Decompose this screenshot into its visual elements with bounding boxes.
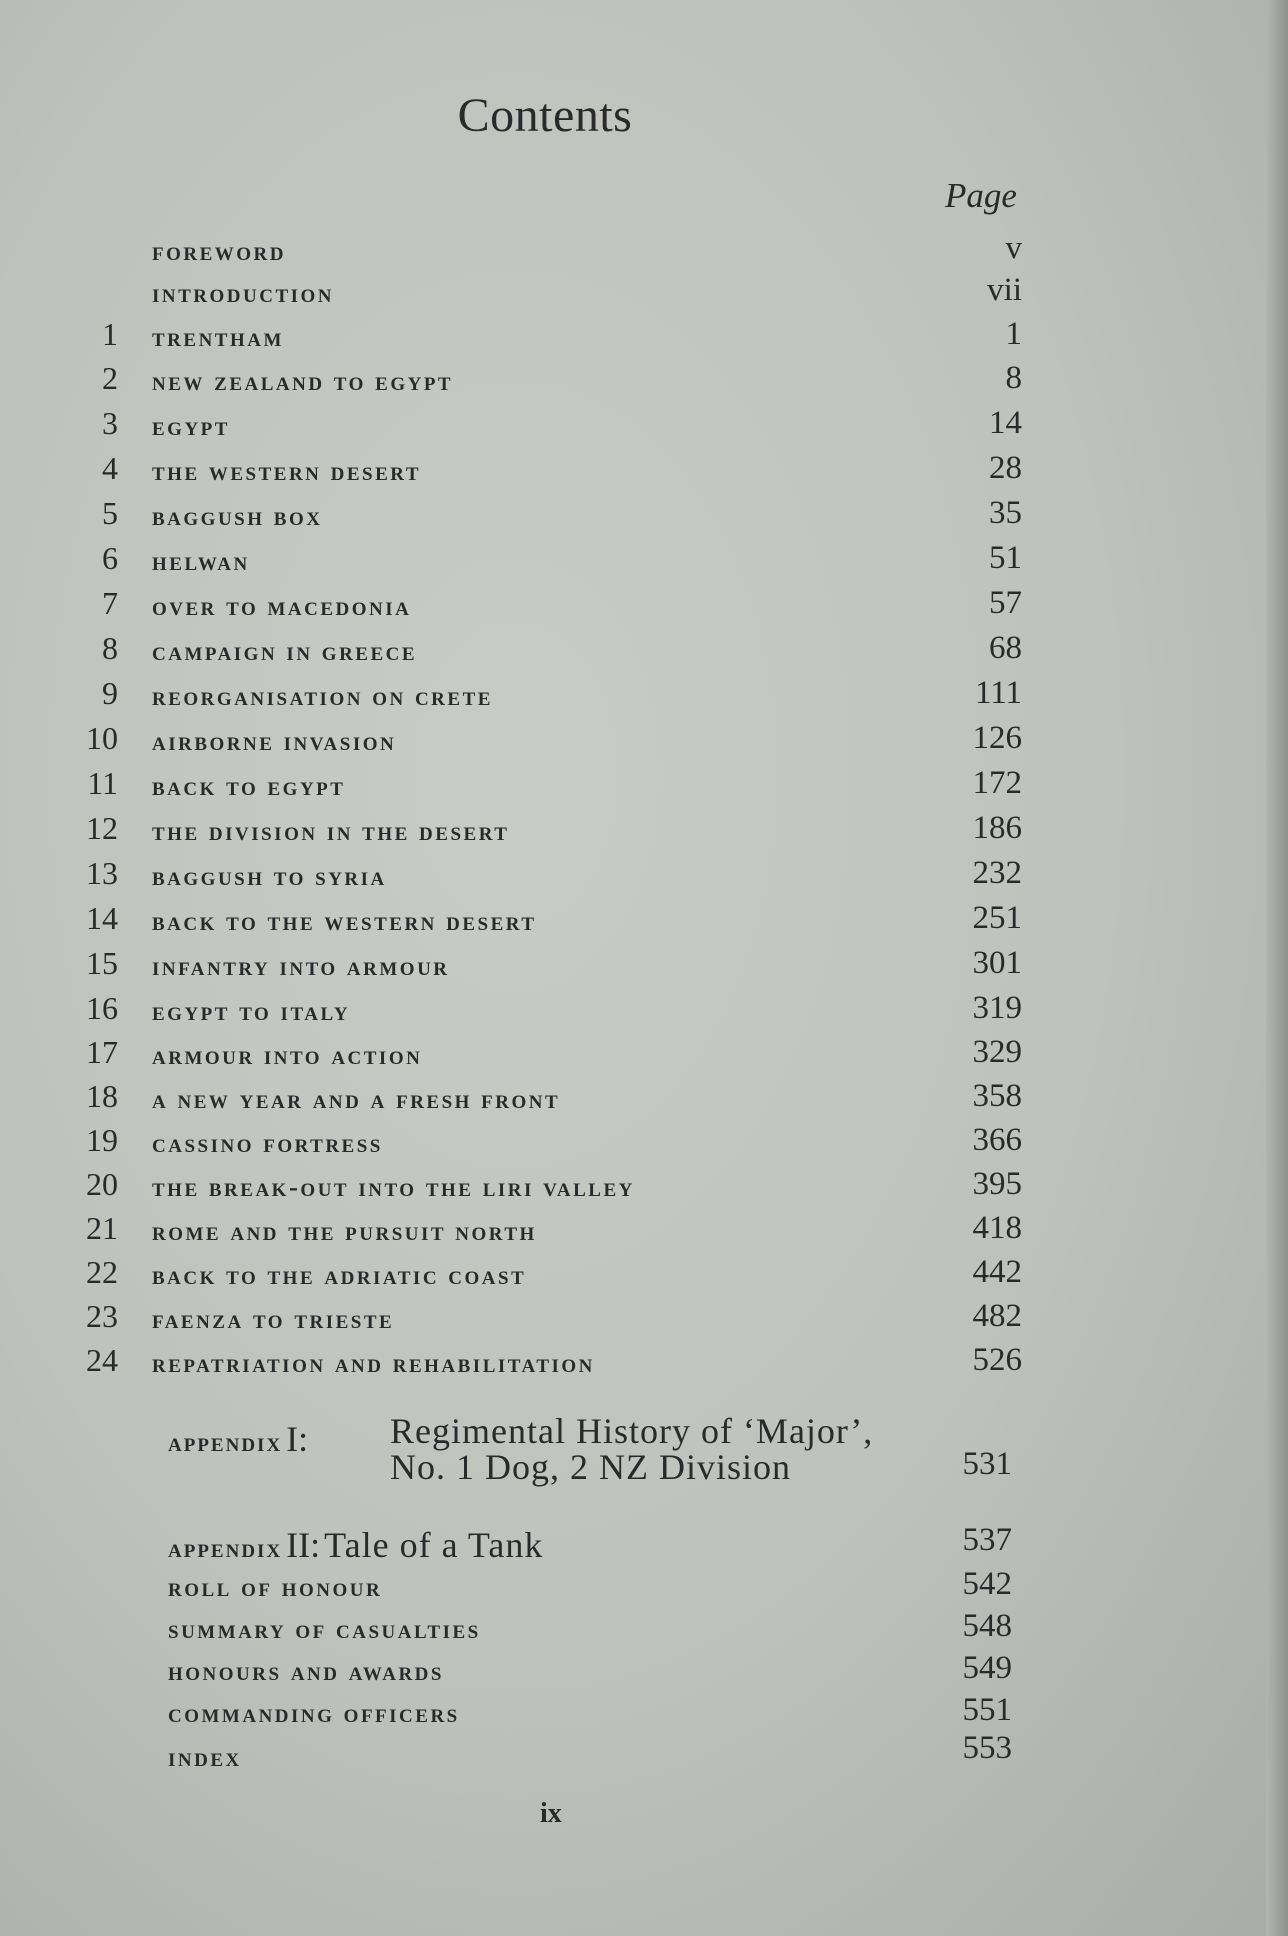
entry-page: 551 — [962, 1692, 1012, 1728]
toc-entry-chapter — [0, 720, 1288, 764]
entry-label: armour into action — [152, 1040, 423, 1070]
entry-page: 366 — [972, 1122, 1022, 1158]
entry-page: vii — [987, 272, 1022, 308]
entry-label: cassino fortress — [152, 1128, 383, 1158]
appendix-number: I: — [286, 1419, 309, 1459]
entry-page: 232 — [972, 855, 1022, 891]
entry-page: 51 — [989, 540, 1022, 576]
toc-entry-chapter — [0, 495, 1288, 539]
entry-label: back to egypt — [152, 771, 346, 801]
entry-page: 548 — [962, 1608, 1012, 1644]
entry-label: campaign in greece — [152, 636, 418, 666]
chapter-number: 19 — [86, 1122, 118, 1158]
entry-page: 553 — [962, 1730, 1012, 1766]
entry-label: the western desert — [152, 456, 422, 486]
entry-page: 301 — [972, 945, 1022, 981]
entry-page: 531 — [962, 1446, 1012, 1482]
toc-entry-chapter — [0, 1342, 1288, 1386]
entry-label: baggush to syria — [152, 861, 387, 891]
chapter-number: 2 — [102, 360, 118, 396]
appendix-prefix: appendix — [168, 1427, 283, 1457]
toc-entry-chapter — [0, 765, 1288, 809]
entry-page: 542 — [962, 1566, 1012, 1602]
entry-label: foreword — [152, 236, 286, 266]
toc-entry-chapter — [0, 1166, 1288, 1210]
entry-label: back to the adriatic coast — [152, 1260, 527, 1290]
entry-label: faenza to trieste — [152, 1304, 395, 1334]
toc-entry-chapter — [0, 1210, 1288, 1254]
chapter-number: 22 — [86, 1254, 118, 1290]
toc-entry-chapter — [0, 450, 1288, 494]
entry-page: 319 — [972, 990, 1022, 1026]
chapter-number: 15 — [86, 945, 118, 981]
toc-entry-chapter — [0, 1122, 1288, 1166]
toc-entry-commanding-officers — [0, 1692, 1288, 1736]
entry-page: 395 — [972, 1166, 1022, 1202]
entry-page: 358 — [972, 1078, 1022, 1114]
entry-page: 111 — [974, 675, 1022, 711]
toc-entry-honours-and-awards — [0, 1650, 1288, 1694]
entry-page: 186 — [972, 810, 1022, 846]
toc-entry-roll-of-honour — [0, 1566, 1288, 1610]
appendix-heading — [168, 1418, 308, 1460]
chapter-number: 11 — [87, 765, 118, 801]
chapter-number: 18 — [86, 1078, 118, 1114]
appendix-prefix: appendix — [168, 1533, 283, 1563]
toc-entry-chapter — [0, 1034, 1288, 1078]
page-number: ix — [540, 1798, 562, 1829]
entry-label: repatriation and rehabilitation — [152, 1348, 595, 1378]
entry-label: honours and awards — [168, 1656, 444, 1686]
chapter-number: 16 — [86, 990, 118, 1026]
chapter-number: 21 — [86, 1210, 118, 1246]
entry-label: egypt to italy — [152, 996, 351, 1026]
entry-label: commanding officers — [168, 1698, 460, 1728]
toc-entry-chapter — [0, 585, 1288, 629]
entry-page: 251 — [972, 900, 1022, 936]
toc-entry-chapter — [0, 900, 1288, 944]
chapter-number: 5 — [102, 495, 118, 531]
toc-entry-appendix-2 — [0, 1522, 1288, 1566]
entry-label: a new year and a fresh front — [152, 1084, 561, 1114]
toc-entry-chapter — [0, 675, 1288, 719]
entry-page: 526 — [972, 1342, 1022, 1378]
chapter-number: 6 — [102, 540, 118, 576]
entry-label: the break-out into the liri valley — [152, 1172, 635, 1202]
toc-entry-chapter — [0, 990, 1288, 1034]
entry-page: 537 — [962, 1522, 1012, 1558]
toc-entry-chapter — [0, 810, 1288, 854]
entry-page: 35 — [989, 495, 1022, 531]
entry-label: reorganisation on crete — [152, 681, 493, 711]
entry-page: 482 — [972, 1298, 1022, 1334]
page-title: Contents — [457, 89, 633, 142]
chapter-number: 12 — [86, 810, 118, 846]
entry-page: 1 — [1005, 316, 1022, 352]
chapter-number: 3 — [102, 405, 118, 441]
toc-entry-chapter — [0, 360, 1288, 404]
entry-label: trentham — [152, 322, 284, 352]
entry-label: rome and the pursuit north — [152, 1216, 537, 1246]
chapter-number: 4 — [102, 450, 118, 486]
entry-label: the division in the desert — [152, 816, 510, 846]
entry-page: 28 — [989, 450, 1022, 486]
chapter-number: 23 — [86, 1298, 118, 1334]
toc-entry-chapter — [0, 1254, 1288, 1298]
toc-entry-chapter — [0, 1298, 1288, 1342]
entry-page: 68 — [989, 630, 1022, 666]
entry-page: v — [1005, 230, 1022, 266]
toc-entry-index — [0, 1730, 1288, 1780]
toc-entry-chapter — [0, 316, 1288, 360]
toc-entry-introduction — [0, 272, 1288, 316]
entry-label: over to macedonia — [152, 591, 412, 621]
entry-page: 442 — [972, 1254, 1022, 1290]
toc-entry-chapter — [0, 1078, 1288, 1122]
chapter-number: 7 — [102, 585, 118, 621]
toc-entry-summary-of-casualties — [0, 1608, 1288, 1652]
entry-page: 549 — [962, 1650, 1012, 1686]
entry-label: baggush box — [152, 501, 323, 531]
toc-entry-appendix-1 — [0, 1410, 1288, 1490]
entry-page: 418 — [972, 1210, 1022, 1246]
appendix-title-line2: No. 1 Dog, 2 NZ Division — [390, 1447, 791, 1487]
entry-page: 57 — [989, 585, 1022, 621]
toc-entry-chapter — [0, 405, 1288, 449]
entry-label: egypt — [152, 411, 230, 441]
chapter-number: 20 — [86, 1166, 118, 1202]
appendix-title: Tale of a Tank — [324, 1525, 544, 1565]
chapter-number: 8 — [102, 630, 118, 666]
entry-label: helwan — [152, 546, 250, 576]
entry-label: airborne invasion — [152, 726, 397, 756]
entry-label: infantry into armour — [152, 951, 450, 981]
entry-page: 14 — [989, 405, 1022, 441]
toc-entry-chapter — [0, 945, 1288, 989]
entry-label: roll of honour — [168, 1572, 383, 1602]
toc-entry-chapter — [0, 630, 1288, 674]
toc-entry-foreword — [0, 230, 1288, 274]
chapter-number: 17 — [86, 1034, 118, 1070]
chapter-number: 10 — [86, 720, 118, 756]
entry-label: index — [168, 1742, 242, 1772]
appendix-number: II: — [286, 1525, 321, 1565]
chapter-number: 9 — [102, 675, 118, 711]
entry-page: 8 — [1005, 360, 1022, 396]
toc-entry-chapter — [0, 540, 1288, 584]
chapter-number: 14 — [86, 900, 118, 936]
appendix-title-line1: Regimental History of ‘Major’, — [390, 1411, 874, 1451]
entry-label: back to the western desert — [152, 906, 537, 936]
entry-label: summary of casualties — [168, 1614, 481, 1644]
appendix-heading — [168, 1524, 543, 1566]
page-column-heading: Page — [945, 176, 1017, 215]
chapter-number: 24 — [86, 1342, 118, 1378]
entry-page: 329 — [972, 1034, 1022, 1070]
chapter-number: 1 — [102, 316, 118, 352]
entry-label: introduction — [152, 278, 335, 308]
toc-entry-chapter — [0, 855, 1288, 899]
entry-label: new zealand to egypt — [152, 366, 454, 396]
chapter-number: 13 — [86, 855, 118, 891]
entry-page: 126 — [972, 720, 1022, 756]
entry-page: 172 — [972, 765, 1022, 801]
